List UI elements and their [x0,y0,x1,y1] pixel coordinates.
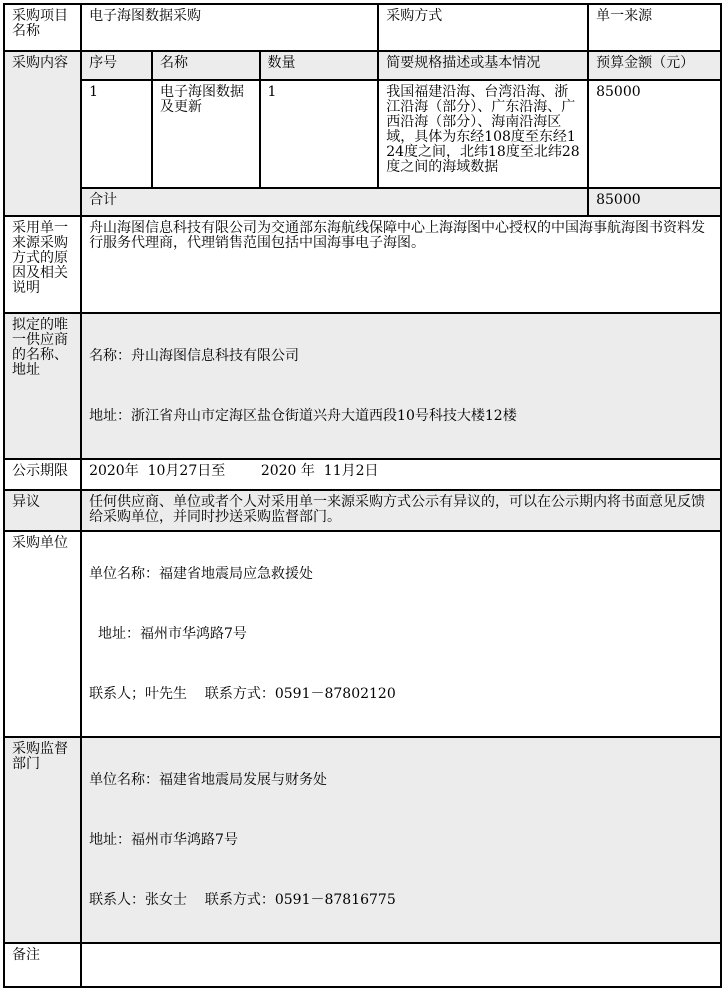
purchaser-contact-line: 联系人；叶先生 联系方式：0591－87802120 [89,686,396,702]
single-source-reason-content: 舟山海图信息科技有限公司为交通部东海航线保障中心上海海图中心授权的中国海事航海图书资料发行服务代理商，代理销售范围包括中国海事电子海图。 [81,216,721,313]
table-row [4,80,721,188]
publicity-period-label: 公示期限 [4,459,81,490]
total-label: 合计 [81,188,588,216]
item-name: 电子海图数据及更新 [152,80,259,188]
procurement-method-label: 采购方式 [378,4,588,51]
table-row [4,313,721,459]
supplier-name-line: 名称：舟山海图信息科技有限公司 [89,348,300,364]
table-row [4,51,721,80]
column-header-budget: 预算金额（元） [588,51,721,80]
purchaser-address-line: 地址：福州市华鸿路7号 [89,626,247,642]
publicity-period-content: 2020年 10月27日至 2020 年 11月2日 [81,459,721,490]
total-value: 85000 [588,188,721,216]
purchaser-label: 采购单位 [4,531,81,737]
remarks-label: 备注 [4,943,81,987]
supplier-address-line: 地址：浙江省舟山市定海区盐仓街道兴舟大道西段10号科技大楼12楼 [89,408,517,424]
objection-content: 任何供应商、单位或者个人对采用单一来源采购方式公示有异议的，可以在公示期内将书面意见反馈给采购单位，并同时抄送采购监督部门。 [81,490,721,531]
project-name-value: 电子海图数据采购 [81,4,378,51]
content-section-label: 采购内容 [4,51,81,216]
purchaser-org-line: 单位名称：福建省地震局应急救援处 [89,566,314,582]
procurement-notice-table [3,3,722,988]
supervisor-address-line: 地址：福州市华鸿路7号 [89,832,238,848]
supervisor-org-line: 单位名称：福建省地震局发展与财务处 [89,772,328,788]
table-row [4,531,721,737]
supervisor-content [81,737,721,943]
table-row [4,216,721,313]
project-name-label: 采购项目名称 [4,4,81,51]
column-header-spec: 简要规格描述或基本情况 [378,51,588,80]
single-source-reason-label: 采用单一来源采购方式的原因及相关说明 [4,216,81,313]
column-header-name: 名称 [152,51,259,80]
column-header-seq: 序号 [81,51,152,80]
supervisor-label: 采购监督部门 [4,737,81,943]
table-row [4,188,721,216]
item-seq: 1 [81,80,152,188]
table-row [4,459,721,490]
supervisor-contact-line: 联系人：张女士 联系方式：0591－87816775 [89,892,396,908]
remarks-content [81,943,721,987]
purchaser-content [81,531,721,737]
procurement-method-value: 单一来源 [588,4,721,51]
item-spec: 我国福建沿海、台湾沿海、浙江沿海（部分）、广东沿海、广西沿海（部分）、海南沿海区域，具体为东经108度至东经124度之间，北纬18度至北纬28度之间的海域数据 [378,80,588,188]
table-row [4,737,721,943]
supplier-label: 拟定的唯一供应商的名称、地址 [4,313,81,459]
supplier-content [81,313,721,459]
table-row [4,4,721,51]
table-row [4,490,721,531]
item-budget: 85000 [588,80,721,188]
item-qty: 1 [260,80,379,188]
column-header-qty: 数量 [260,51,379,80]
objection-label: 异议 [4,490,81,531]
table-row [4,943,721,987]
